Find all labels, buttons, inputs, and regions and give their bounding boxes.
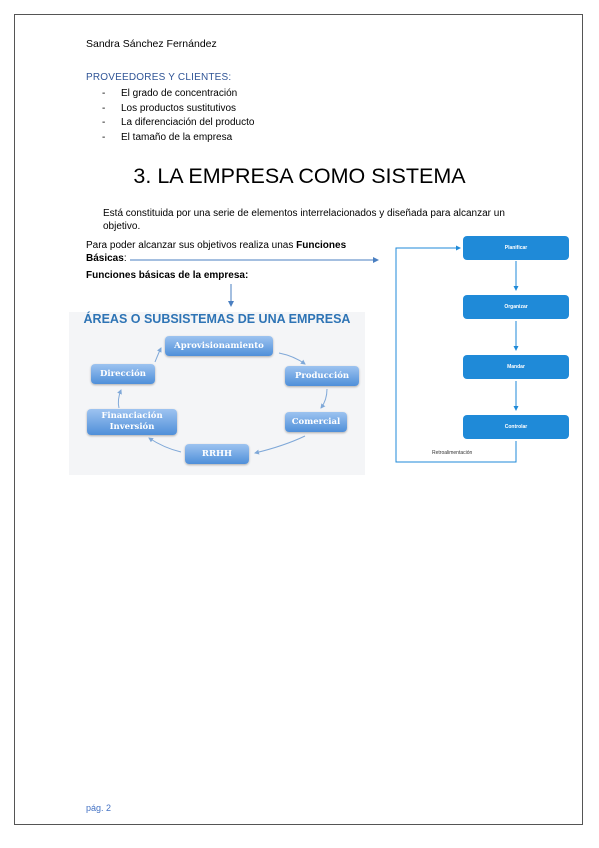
- node-direccion: Dirección: [91, 364, 155, 384]
- node-rrhh: RRHH: [185, 444, 249, 464]
- section-title: PROVEEDORES Y CLIENTES:: [86, 72, 232, 83]
- flow-step-organizar: Organizar: [463, 295, 569, 319]
- areas-title: ÁREAS O SUBSISTEMAS DE UNA EMPRESA: [83, 312, 351, 326]
- list-item: - El tamaño de la empresa: [102, 131, 254, 146]
- list-item: - Los productos sustitutivos: [102, 102, 254, 117]
- list-item: - El grado de concentración: [102, 87, 254, 102]
- paragraph-functions-bold: Funciones Básicas: [86, 240, 347, 264]
- management-flow-diagram: [392, 232, 584, 466]
- list-item: - La diferenciación del producto: [102, 116, 254, 131]
- node-financiacion-line1: Financiación: [101, 411, 163, 421]
- flow-step-mandar: Mandar: [463, 355, 569, 379]
- node-comercial: Comercial: [285, 412, 347, 432]
- flow-step-planificar: Planificar: [463, 236, 569, 260]
- paragraph-functions-colon: :: [123, 253, 127, 264]
- flow-step-controlar: Controlar: [463, 415, 569, 439]
- node-aprovisionamiento: Aprovisionamiento: [165, 336, 273, 356]
- feedback-label: Retroalimentación: [432, 450, 473, 456]
- paragraph-functions-text: Para poder alcanzar sus objetivos realiza unas: [86, 240, 297, 251]
- author-name: Sandra Sánchez Fernández: [86, 38, 217, 50]
- node-financiacion: [87, 409, 177, 435]
- chapter-heading: 3. LA EMPRESA COMO SISTEMA: [133, 164, 466, 188]
- page-number: pág. 2: [86, 803, 112, 813]
- paragraph-definition: Está constituida por una serie de elementos interrelacionados y diseñada para alcanzar un objetivo.: [103, 208, 505, 232]
- node-produccion: Producción: [285, 366, 359, 386]
- paragraph-basic-functions: Funciones básicas de la empresa:: [86, 270, 249, 281]
- node-financiacion-line2: Inversión: [109, 422, 155, 432]
- areas-diagram: [69, 312, 365, 475]
